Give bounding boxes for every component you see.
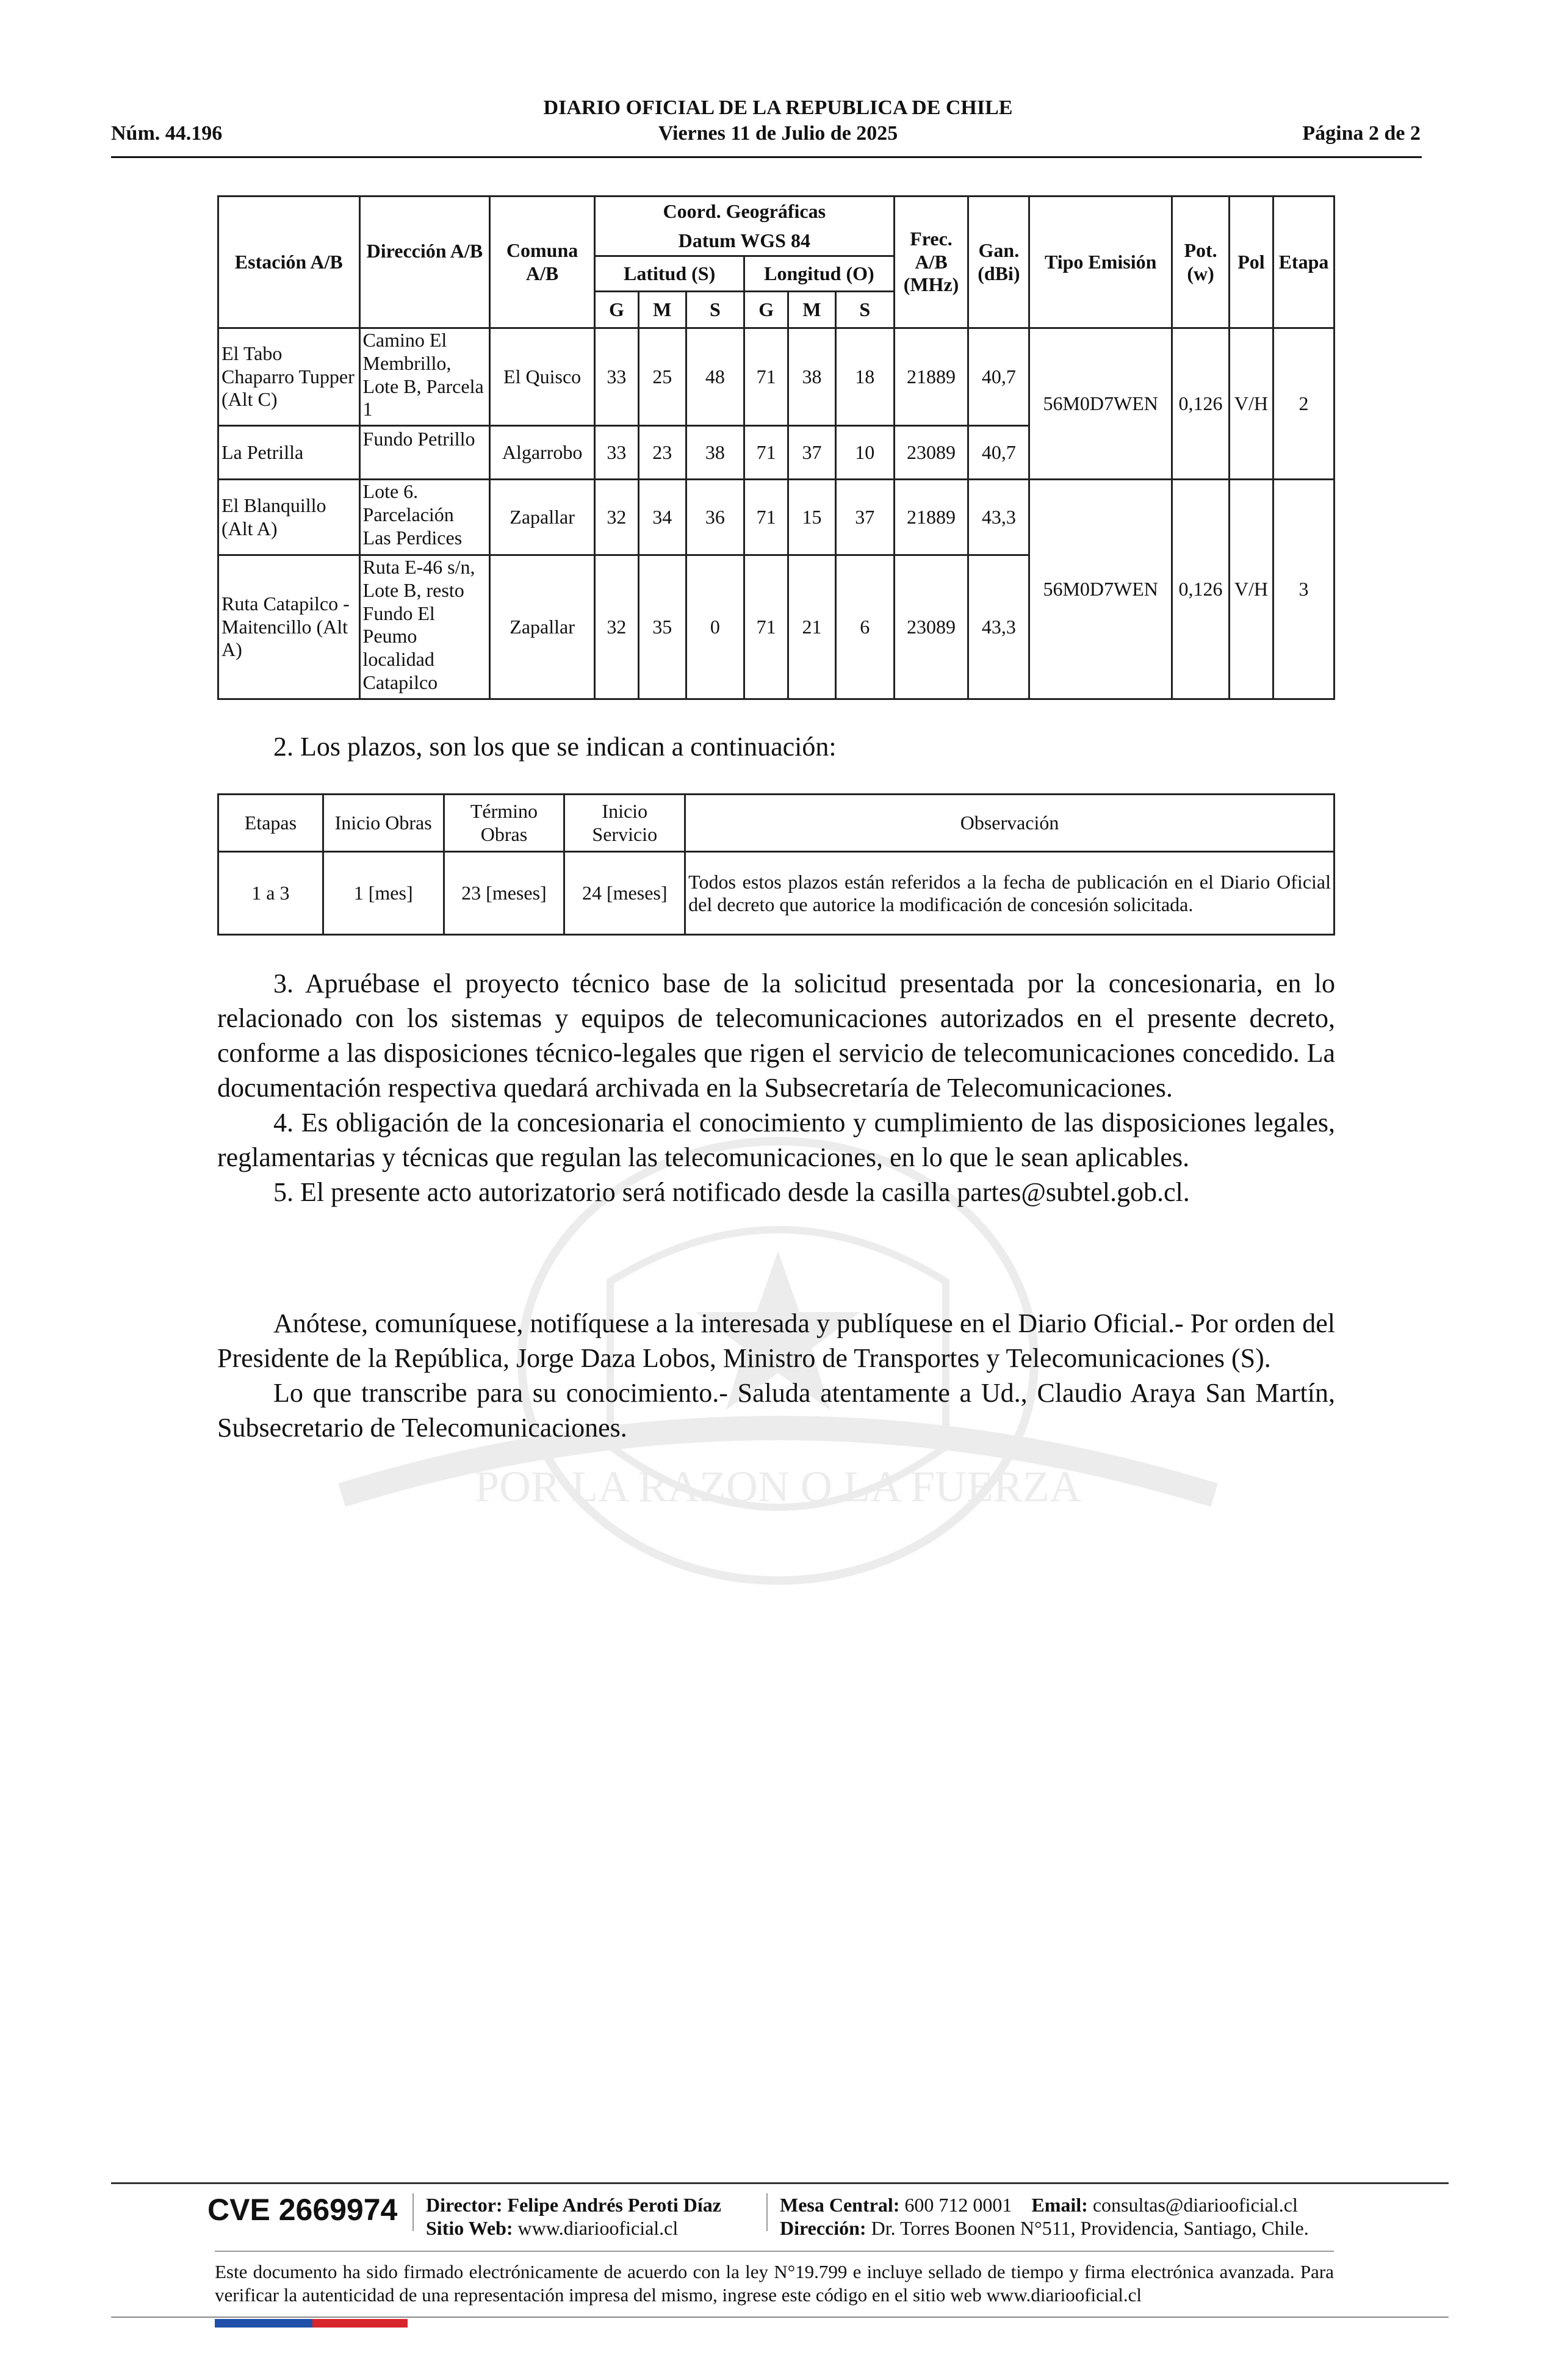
header-direccion: Dirección A/B xyxy=(359,197,490,328)
direccion-value: Dr. Torres Boonen N°511, Providencia, Santiago, Chile. xyxy=(871,2217,1309,2239)
cell-lat-s: 0 xyxy=(686,555,744,699)
cell-inicio-servicio: 24 [meses] xyxy=(564,852,685,935)
header-tipo: Tipo Emisión xyxy=(1029,197,1172,328)
cell-frec: 23089 xyxy=(894,555,968,699)
footer-divider xyxy=(111,2182,1449,2184)
header-etapas: Etapas xyxy=(218,795,323,852)
footer-separator xyxy=(412,2193,414,2231)
footer-bottom-divider xyxy=(111,2317,1449,2318)
cell-gan: 40,7 xyxy=(968,426,1029,480)
header-termino-obras: Término Obras xyxy=(444,795,564,852)
footer-director-block xyxy=(426,2193,721,2240)
cell-inicio-obras: 1 [mes] xyxy=(323,852,444,935)
mesa-phone: 600 712 0001 xyxy=(904,2194,1012,2216)
cell-comuna: Zapallar xyxy=(490,480,595,555)
cell-lat-g: 32 xyxy=(595,480,639,555)
cell-pot: 0,126 xyxy=(1172,480,1230,699)
cell-lon-m: 37 xyxy=(788,426,836,480)
footer-legal-notice: Este documento ha sido firmado electrónicamente de acuerdo con la ley N°19.799 e incluye sellado de tiempo y firma electrónica avanzada. Para verificar la autenticidad de una representación impresa del mismo, ingrese este código en el sitio web www.diariooficial.cl xyxy=(215,2261,1334,2306)
cell-estacion: El Tabo Chaparro Tupper (Alt C) xyxy=(218,328,360,426)
header-latitud: Latitud (S) xyxy=(595,256,744,292)
email-label: Email: xyxy=(1031,2194,1088,2216)
body-section-1 xyxy=(217,966,1335,1210)
cell-lon-s: 10 xyxy=(835,426,894,480)
header-frec: Frec. A/B (MHz) xyxy=(894,197,968,328)
paragraph-transcribe: Lo que transcribe para su conocimiento.- Saluda atentamente a Ud., Claudio Araya San Martín, Subsecretario de Telecomunicaciones. xyxy=(217,1378,1335,1443)
header-divider xyxy=(111,156,1422,158)
cell-gan: 43,3 xyxy=(968,480,1029,555)
cell-lon-m: 21 xyxy=(788,555,836,699)
table-row xyxy=(218,480,1334,555)
header-gan: Gan. (dBi) xyxy=(968,197,1029,328)
cell-lat-s: 38 xyxy=(686,426,744,480)
header-lon-g: G xyxy=(744,292,788,328)
cell-lat-m: 25 xyxy=(638,328,686,426)
cell-lat-s: 36 xyxy=(686,480,744,555)
header-longitud: Longitud (O) xyxy=(744,256,894,292)
cell-lat-m: 35 xyxy=(638,555,686,699)
page-indicator: Página 2 de 2 xyxy=(1302,122,1421,145)
paragraph-3: 3. Apruébase el proyecto técnico base de la solicitud presentada por la concesionaria, en lo relacionado con los sistemas y equipos de telecomunicaciones autorizados en el presente decreto, conforme a las disposiciones técnico-legales que rigen el servicio de telecomunicaciones concedido. La documentación respectiva quedará archivada en la Subsecretaría de Telecomunicaciones. xyxy=(217,968,1335,1103)
table-row xyxy=(218,852,1334,935)
cell-lon-g: 71 xyxy=(744,426,788,480)
header-etapa: Etapa xyxy=(1273,197,1334,328)
cell-direccion: Camino El Membrillo, Lote B, Parcela 1 xyxy=(359,328,490,426)
flag-stripe-blue xyxy=(215,2319,312,2328)
cell-comuna: Zapallar xyxy=(490,555,595,699)
cell-lon-g: 71 xyxy=(744,555,788,699)
cell-frec: 21889 xyxy=(894,480,968,555)
cell-pot: 0,126 xyxy=(1172,328,1230,480)
cell-etapa: 2 xyxy=(1273,328,1334,480)
cell-tipo: 56M0D7WEN xyxy=(1029,328,1172,480)
cell-observacion: Todos estos plazos están referidos a la fecha de publicación en el Diario Oficial del decreto que autorice la modificación de concesión solicitada. xyxy=(685,852,1334,935)
stations-table xyxy=(217,195,1335,700)
email-link[interactable]: consultas@diariooficial.cl xyxy=(1092,2194,1298,2216)
footer-contact-block xyxy=(780,2193,1309,2240)
director-name: Felipe Andrés Peroti Díaz xyxy=(507,2194,721,2216)
header-inicio-obras: Inicio Obras xyxy=(323,795,444,852)
cell-lat-g: 32 xyxy=(595,555,639,699)
cell-comuna: Algarrobo xyxy=(490,426,595,480)
direccion-label: Dirección: xyxy=(780,2217,866,2239)
cell-estacion: La Petrilla xyxy=(218,426,360,480)
cell-lon-s: 18 xyxy=(835,328,894,426)
cell-pol: V/H xyxy=(1230,480,1273,699)
web-link[interactable]: www.diariooficial.cl xyxy=(517,2217,679,2239)
issue-number: Núm. 44.196 xyxy=(111,122,223,145)
header-comuna: Comuna A/B xyxy=(490,197,595,328)
header-datum: Datum WGS 84 xyxy=(595,227,895,256)
header-pol: Pol xyxy=(1230,197,1273,328)
issue-date: Viernes 11 de Julio de 2025 xyxy=(658,122,898,145)
web-label: Sitio Web: xyxy=(426,2217,513,2239)
cve-code: CVE 2669974 xyxy=(207,2193,398,2227)
newspaper-title: DIARIO OFICIAL DE LA REPUBLICA DE CHILE xyxy=(543,96,1013,119)
header-inicio-servicio: Inicio Servicio xyxy=(564,795,685,852)
cell-lat-m: 23 xyxy=(638,426,686,480)
cell-gan: 40,7 xyxy=(968,328,1029,426)
cell-etapa: 3 xyxy=(1273,480,1334,699)
cell-etapas: 1 a 3 xyxy=(218,852,323,935)
header-observacion: Observación xyxy=(685,795,1334,852)
paragraph-5: 5. El presente acto autorizatorio será notificado desde la casilla partes@subtel.gob.cl. xyxy=(273,1177,1190,1207)
cell-estacion: El Blanquillo (Alt A) xyxy=(218,480,360,555)
cell-gan: 43,3 xyxy=(968,555,1029,699)
director-label: Director: xyxy=(426,2194,503,2216)
header-lon-s: S xyxy=(835,292,894,328)
cell-lat-g: 33 xyxy=(595,426,639,480)
header-lat-s: S xyxy=(686,292,744,328)
cell-lon-m: 15 xyxy=(788,480,836,555)
header-lat-g: G xyxy=(595,292,639,328)
cell-lon-g: 71 xyxy=(744,480,788,555)
flag-stripe-red xyxy=(312,2319,408,2328)
header-lon-m: M xyxy=(788,292,836,328)
cell-lon-m: 38 xyxy=(788,328,836,426)
plazos-table xyxy=(217,793,1335,936)
cell-lat-s: 48 xyxy=(686,328,744,426)
cell-pol: V/H xyxy=(1230,328,1273,480)
cell-direccion: Lote 6. Parcelación Las Perdices xyxy=(359,480,490,555)
watermark-motto: POR LA RAZON O LA FUERZA xyxy=(474,1462,1082,1511)
cell-estacion: Ruta Catapilco - Maitencillo (Alt A) xyxy=(218,555,360,699)
cell-lon-s: 6 xyxy=(835,555,894,699)
cell-frec: 21889 xyxy=(894,328,968,426)
cell-direccion: Fundo Petrillo xyxy=(359,426,490,480)
plazos-intro: 2. Los plazos, son los que se indican a continuación: xyxy=(273,732,837,762)
header-estacion: Estación A/B xyxy=(218,197,360,328)
cell-frec: 23089 xyxy=(894,426,968,480)
cell-lon-s: 37 xyxy=(835,480,894,555)
cell-direccion: Ruta E-46 s/n, Lote B, resto Fundo El Peumo localidad Catapilco xyxy=(359,555,490,699)
paragraph-4: 4. Es obligación de la concesionaria el conocimiento y cumplimiento de las disposiciones legales, reglamentarias y técnicas que regulan las telecomunicaciones, en lo que le sean aplicables. xyxy=(217,1108,1335,1172)
cell-tipo: 56M0D7WEN xyxy=(1029,480,1172,699)
cell-lat-g: 33 xyxy=(595,328,639,426)
body-section-2 xyxy=(217,1306,1335,1445)
cell-termino-obras: 23 [meses] xyxy=(444,852,564,935)
cell-comuna: El Quisco xyxy=(490,328,595,426)
footer-separator xyxy=(766,2193,768,2231)
header-pot: Pot. (w) xyxy=(1172,197,1230,328)
table-row xyxy=(218,328,1334,426)
paragraph-closing: Anótese, comuníquese, notifíquese a la interesada y publíquese en el Diario Oficial.- Por orden del Presidente de la República, Jorge Daza Lobos, Ministro de Transportes y Telecomunicaciones (S). xyxy=(217,1308,1335,1373)
mesa-label: Mesa Central: xyxy=(780,2194,900,2216)
footer-inner-divider xyxy=(215,2251,1334,2252)
header-lat-m: M xyxy=(638,292,686,328)
cell-lon-g: 71 xyxy=(744,328,788,426)
cell-lat-m: 34 xyxy=(638,480,686,555)
header-coord: Coord. Geográficas xyxy=(595,197,895,227)
